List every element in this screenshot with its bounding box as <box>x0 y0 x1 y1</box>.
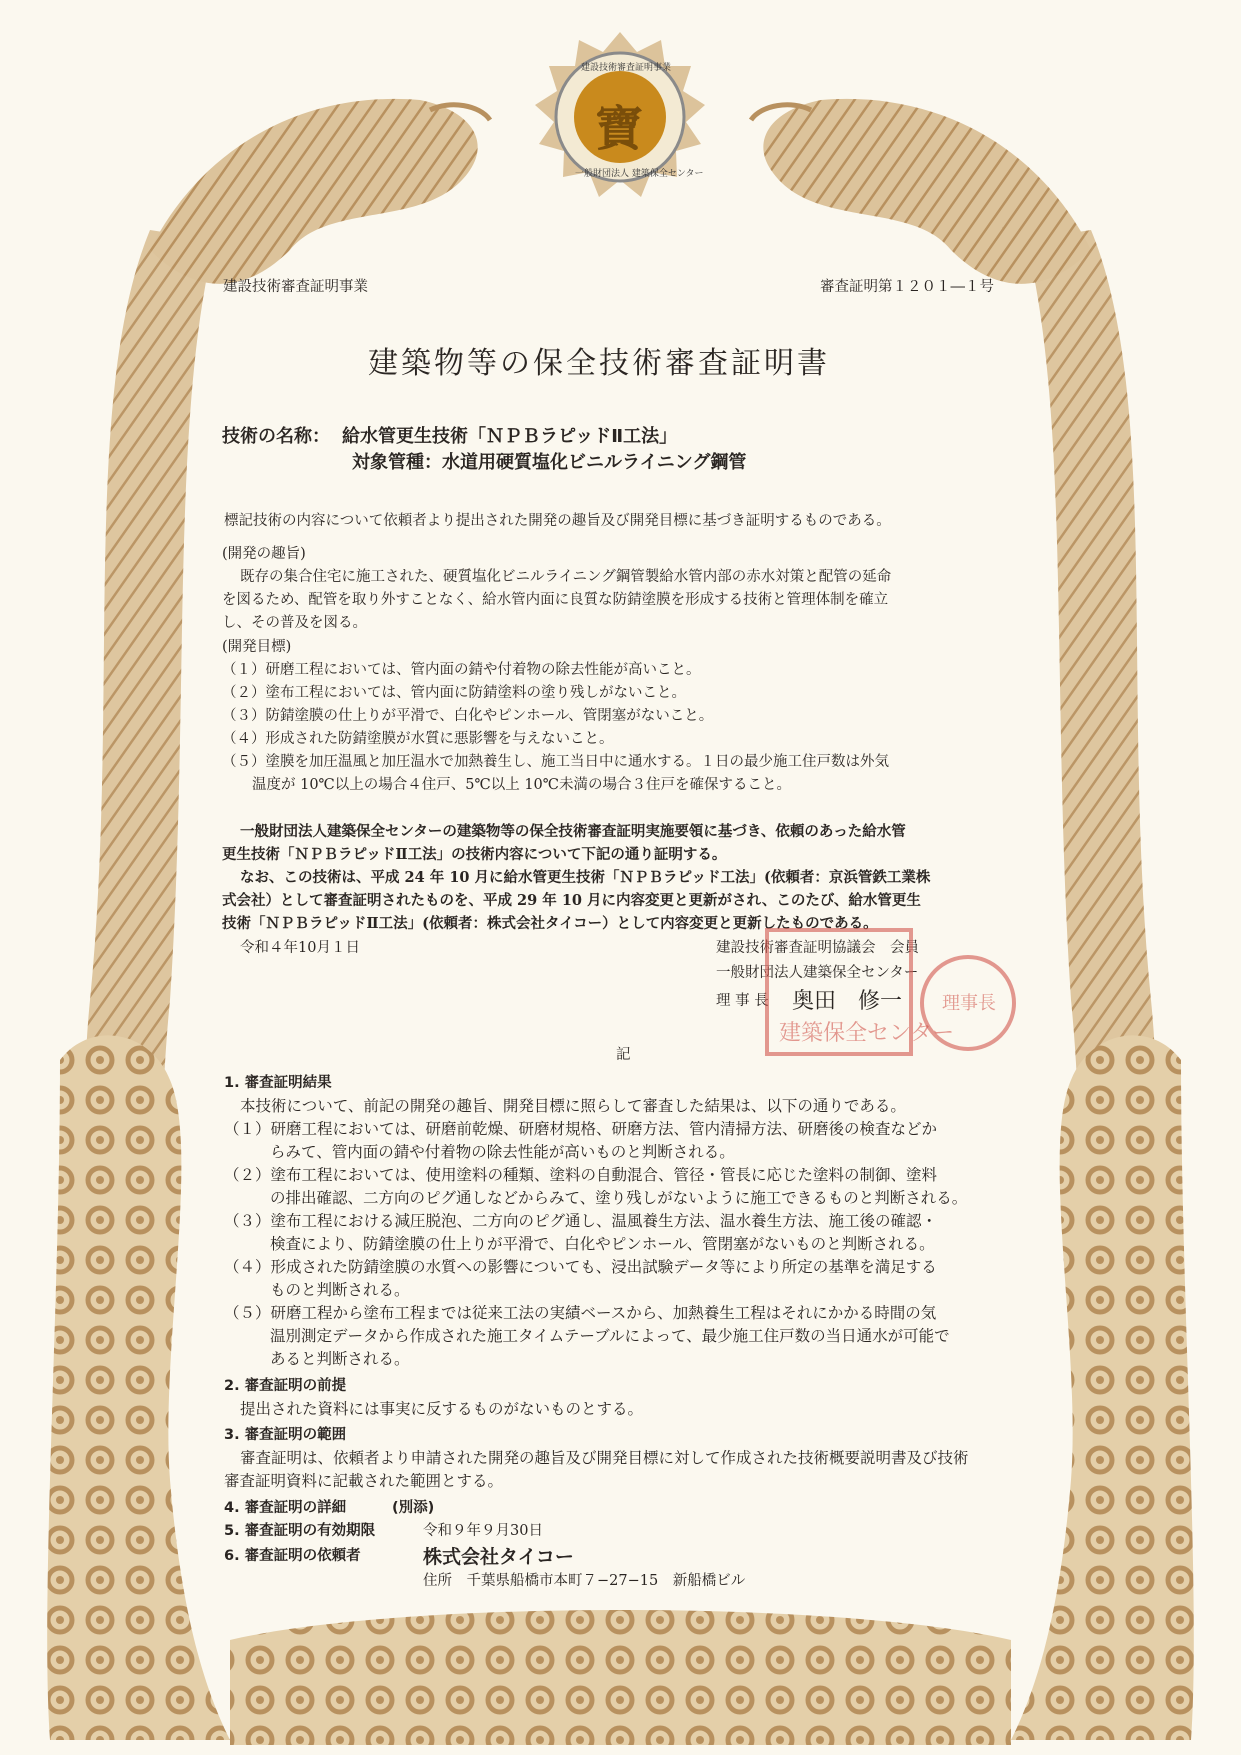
goal-item: （３）防錆塗膜の仕上りが平滑で、白化やピンホール、管閉塞がないこと。 <box>222 708 714 724</box>
section1-heading: 1. 審査証明結果 <box>224 1075 332 1091</box>
purpose-line: し、その普及を図る。 <box>222 615 367 631</box>
section3-line: 審査証明資料に記載された範囲とする。 <box>224 1472 504 1490</box>
goal-item: 温度が 10℃以上の場合４住戸、5℃以上 10℃未満の場合３住戸を確保すること。 <box>252 777 792 793</box>
section1-line: らみて、管内面の錆や付着物の除去性能が高いものと判断される。 <box>270 1143 735 1161</box>
statement-line: なお、この技術は、平成 24 年 10 月に給水管更生技術「ＮＰＢラピッド工法」(依頼者：京浜管鉄工業株 <box>240 869 931 886</box>
page-title: 建築物等の保全技術審査証明書 <box>368 346 830 381</box>
section4-heading: 4. 審査証明の詳細 <box>224 1500 347 1516</box>
purpose-heading: (開発の趣旨) <box>222 546 306 562</box>
section6-heading: 6. 審査証明の依頼者 <box>224 1548 361 1564</box>
section1-line: （３）塗布工程における減圧脱泡、二方向のピグ通し、温風養生方法、温水養生方法、施工後の確認・ <box>224 1212 938 1230</box>
tech-name-label: 技術の名称： <box>222 426 330 447</box>
statement-line: 一般財団法人建築保全センターの建築物等の保全技術審査証明実施要領に基づき、依頼のあった給水管 <box>240 823 906 840</box>
goal-item: （１）研磨工程においては、管内面の錆や付着物の除去性能が高いこと。 <box>222 662 701 678</box>
phoenix-left-icon <box>150 99 490 284</box>
section1-line: ものと判断される。 <box>270 1281 410 1299</box>
phoenix-right-icon <box>751 99 1091 284</box>
section2-heading: 2. 審査証明の前提 <box>224 1378 347 1394</box>
section1-line: （４）形成された防錆塗膜の水質への影響についても、浸出試験データ等により所定の基準を満足する <box>224 1258 937 1276</box>
org-stamp-text: 建築保全センター <box>779 1021 955 1046</box>
section1-line: （２）塗布工程においては、使用塗料の種類、塗料の自動混合、管径・管長に応じた塗料の制御、塗料 <box>224 1166 938 1184</box>
section3-line: 審査証明は、依頼者より申請された開発の趣旨及び開発目標に対して作成された技術概要説明書及び技術 <box>240 1449 969 1467</box>
tech-target-label: 対象管種： <box>352 452 442 473</box>
goals-heading: (開発目標) <box>222 639 292 655</box>
issuer-role: 理 事 長 <box>716 993 769 1009</box>
cert-number: 審査証明第１２０１―１号 <box>820 279 994 295</box>
organization-stamp <box>765 928 955 1056</box>
tech-name-value: 給水管更生技術「ＮＰＢラピッドⅡ工法」 <box>342 426 678 447</box>
section1-line: の排出確認、二方向のピグ通しなどからみて、塗り残しがないように施工できるものと判断される。 <box>270 1189 968 1207</box>
seal-bottom-text: 一般財団法人 建築保全センター <box>575 169 704 179</box>
goal-item: （２）塗布工程においては、管内面に防錆塗料の塗り残しがないこと。 <box>222 685 686 701</box>
section2-text: 提出された資料には事実に反するものがないものとする。 <box>240 1400 644 1418</box>
section1-line: 本技術について、前記の開発の趣旨、開発目標に照らして審査した結果は、以下の通りである。 <box>240 1097 906 1115</box>
president-stamp-text: 理事長 <box>942 993 996 1014</box>
section1-line: （５）研磨工程から塗布工程までは従来工法の実績ベースから、加熱養生工程はそれにかかる時間の気 <box>224 1304 937 1322</box>
intro-text: 標記技術の内容について依頼者より提出された開発の趣旨及び開発目標に基づき証明するものである。 <box>224 513 891 529</box>
issuer-org2: 一般財団法人建築保全センター <box>716 965 919 981</box>
section5-value: 令和９年９月30日 <box>423 1523 543 1539</box>
seal-top-text: 建設技術審査証明事業 <box>581 63 672 73</box>
business-name: 建設技術審査証明事業 <box>223 279 368 295</box>
section1-line: 温別測定データから作成された施工タイムテーブルによって、最少施工住戸数の当日通水が可能で <box>270 1327 950 1345</box>
issue-date: 令和４年10月１日 <box>240 940 360 956</box>
statement-line: 更生技術「ＮＰＢラピッドⅡ工法」の技術内容について下記の通り証明する。 <box>222 846 727 863</box>
statement-line: 式会社）として審査証明されたものを、平成 29 年 10 月に内容変更と更新がされ、このたび、給水管更生 <box>222 892 921 909</box>
section1-line: （１）研磨工程においては、研磨前乾燥、研磨材規格、研磨方法、管内清掃方法、研磨後の検査などか <box>224 1120 938 1138</box>
statement-line: 技術「ＮＰＢラピッドⅡ工法」(依頼者：株式会社タイコー）として内容変更と更新したものである。 <box>222 915 878 932</box>
requester-address: 住所 千葉県船橋市本町７−27−15 新船橋ビル <box>423 1573 746 1589</box>
purpose-line: 既存の集合住宅に施工された、硬質塩化ビニルライニング鋼管製給水管内部の赤水対策と配管の延命 <box>240 569 892 585</box>
certification-seal <box>533 30 708 205</box>
purpose-line: を図るため、配管を取り外すことなく、給水管内面に良質な防錆塗膜を形成する技術と管理体制を確立 <box>222 592 889 608</box>
goal-item: （４）形成された防錆塗膜が水質に悪影響を与えないこと。 <box>222 731 614 747</box>
issuer-name: 奥田 修一 <box>792 989 903 1014</box>
section5-heading: 5. 審査証明の有効期限 <box>224 1523 376 1539</box>
president-stamp <box>920 955 1016 1051</box>
section1-line: あると判断される。 <box>270 1350 410 1368</box>
requester-company: 株式会社タイコー <box>423 1546 574 1568</box>
section1-line: 検査により、防錆塗膜の仕上りが平滑で、白化やピンホール、管閉塞がないものと判断される。 <box>270 1235 935 1253</box>
section4-value: (別添) <box>392 1500 435 1516</box>
seal-center-char: 寶 <box>595 101 644 157</box>
issuer-org1: 建設技術審査証明協議会 会員 <box>716 940 919 956</box>
ki-mark: 記 <box>616 1047 631 1063</box>
goal-item: （５）塗膜を加圧温風と加圧温水で加熱養生し、施工当日中に通水する。１日の最少施工住戸数は外気 <box>222 754 889 770</box>
tech-target-value: 水道用硬質塩化ビニルライニング鋼管 <box>442 452 747 473</box>
section3-heading: 3. 審査証明の範囲 <box>224 1427 347 1443</box>
